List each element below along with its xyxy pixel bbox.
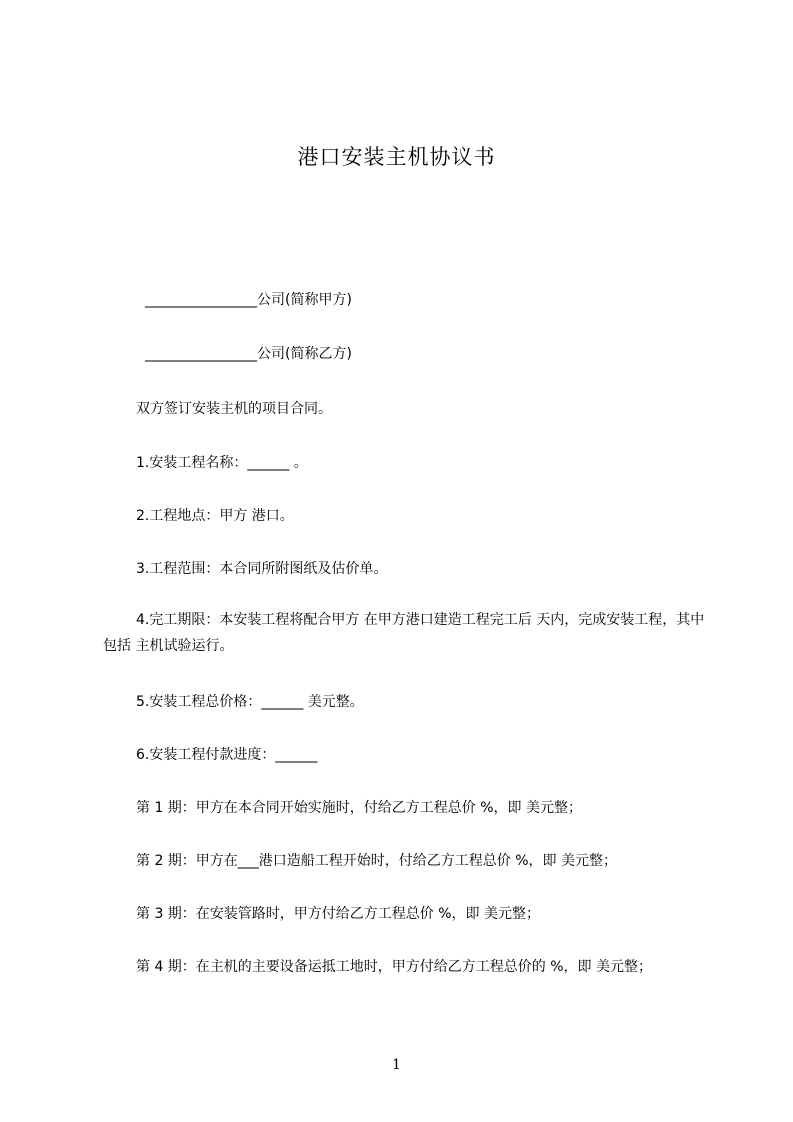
payment-period-3: 第 3 期：在安装管路时，甲方付给乙方工程总价 %，即 美元整； (136, 906, 541, 922)
page-number: 1 (392, 1057, 401, 1073)
payment-period-4: 第 4 期：在主机的主要设备运抵工地时，甲方付给乙方工程总价的 %，即 美元整； (136, 959, 653, 975)
payment-period-2: 第 2 期：甲方在___港口造船工程开始时，付给乙方工程总价 %，即 美元整； (136, 853, 618, 869)
clause-5: 5.安装工程总价格：______ 美元整。 (136, 694, 364, 710)
payment-period-1: 第 1 期：甲方在本合同开始实施时，付给乙方工程总价 %，即 美元整； (136, 800, 583, 816)
clause-1: 1.安装工程名称：______ 。 (136, 455, 308, 471)
clause-4: 4.完工期限：本安装工程将配合甲方 在甲方港口建造工程完工后 天内，完成安装工程，其中包括 主机试验运行。 (103, 612, 705, 654)
intro-paragraph: 双方签订安装主机的项目合同。 (136, 401, 332, 417)
party-b-line: ________________公司(简称乙方) (145, 346, 352, 362)
document-title: 港口安装主机协议书 (297, 145, 496, 169)
clause-3: 3.工程范围：本合同所附图纸及估价单。 (136, 561, 388, 577)
clause-6: 6.安装工程付款进度：______ (136, 747, 318, 763)
clause-2: 2.工程地点：甲方 港口。 (136, 508, 294, 524)
party-a-line: ________________公司(简称甲方) (145, 292, 352, 308)
